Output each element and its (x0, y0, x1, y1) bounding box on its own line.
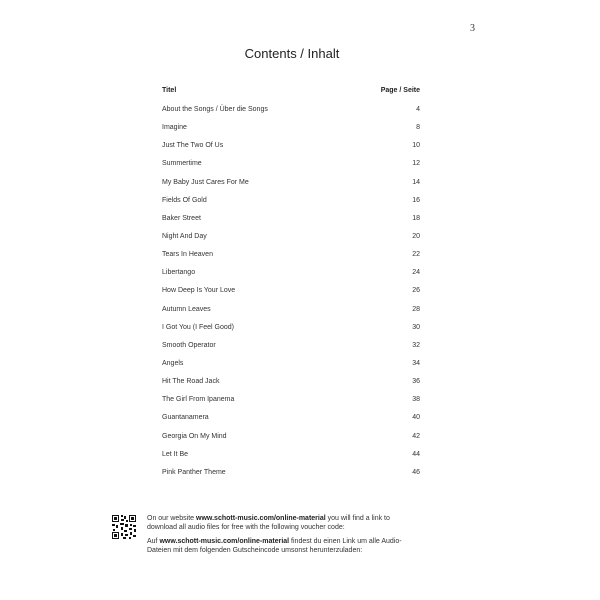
song-title: About the Songs / Über die Songs (162, 106, 268, 113)
table-row[interactable] (162, 324, 420, 342)
song-title: Just The Two Of Us (162, 142, 224, 150)
song-title: Fields Of Gold (162, 196, 207, 204)
voucher-text-en: On our website www.schott-music.com/online-material you will find a link to download all audio files for free with the following voucher code: (147, 515, 390, 531)
page-number: 3 (470, 23, 475, 34)
table-row[interactable] (162, 106, 420, 124)
song-page: 24 (412, 269, 420, 277)
song-title: Pink Panther Theme (162, 468, 226, 476)
table-row[interactable] (162, 378, 420, 396)
song-title: Summertime (162, 160, 202, 168)
table-row[interactable] (162, 414, 420, 432)
song-page: 46 (412, 468, 420, 476)
song-title: I Got You (I Feel Good) (162, 323, 234, 331)
table-row[interactable] (162, 451, 420, 469)
song-title: Imagine (162, 124, 187, 132)
song-title: How Deep Is Your Love (162, 287, 236, 295)
table-header (162, 87, 420, 99)
qr-code-icon (111, 514, 137, 540)
song-title: Autumn Leaves (162, 305, 211, 313)
table-row[interactable] (162, 142, 420, 160)
song-page: 26 (412, 287, 420, 295)
song-page: 44 (412, 450, 420, 458)
table-row[interactable] (162, 469, 420, 487)
song-title: Hit The Road Jack (162, 378, 220, 386)
song-page: 4 (416, 106, 420, 113)
song-page: 30 (412, 323, 420, 331)
voucher-text-de: Auf www.schott-music.com/online-material findest du einen Link um alle Audio-Dateien mit dem folgenden Gutscheincode umsonst herunterzuladen: (147, 538, 402, 554)
page-title: Contents / Inhalt (244, 46, 340, 61)
song-page: 10 (412, 142, 420, 150)
table-row[interactable] (162, 433, 420, 451)
song-title: My Baby Just Cares For Me (162, 178, 249, 186)
voucher-info (147, 514, 407, 560)
website-link-en[interactable]: www.schott-music.com/online-material (196, 515, 326, 522)
song-page: 16 (412, 196, 420, 204)
contents-list (162, 106, 420, 487)
table-row[interactable] (162, 306, 420, 324)
table-row[interactable] (162, 215, 420, 233)
song-title: Libertango (162, 269, 196, 277)
song-page: 12 (412, 160, 420, 168)
table-row[interactable] (162, 179, 420, 197)
song-title: Night And Day (162, 232, 207, 240)
song-title: Angels (162, 359, 184, 367)
song-title: Georgia On My Mind (162, 432, 227, 440)
song-page: 18 (412, 214, 420, 222)
table-row[interactable] (162, 160, 420, 178)
header-title: Titel (162, 87, 177, 94)
table-row[interactable] (162, 124, 420, 142)
song-page: 36 (412, 378, 420, 386)
song-page: 28 (412, 305, 420, 313)
song-page: 20 (412, 232, 420, 240)
table-row[interactable] (162, 287, 420, 305)
song-title: Baker Street (162, 214, 201, 222)
song-page: 8 (416, 124, 420, 132)
song-title: Smooth Operator (162, 341, 216, 349)
song-page: 34 (412, 359, 420, 367)
website-link-de[interactable]: www.schott-music.com/online-material (159, 538, 290, 545)
table-row[interactable] (162, 269, 420, 287)
header-page: Page / Seite (380, 87, 420, 94)
table-row[interactable] (162, 251, 420, 269)
table-row[interactable] (162, 197, 420, 215)
song-title: The Girl From Ipanema (162, 396, 235, 404)
table-row[interactable] (162, 396, 420, 414)
table-row[interactable] (162, 360, 420, 378)
table-row[interactable] (162, 342, 420, 360)
song-page: 32 (412, 341, 420, 349)
song-page: 14 (412, 178, 420, 186)
song-page: 42 (412, 432, 420, 440)
table-row[interactable] (162, 233, 420, 251)
song-title: Tears In Heaven (162, 251, 213, 259)
song-page: 22 (412, 251, 420, 259)
song-page: 40 (412, 414, 420, 422)
song-title: Guantanamera (162, 414, 209, 422)
song-title: Let It Be (162, 450, 189, 458)
song-page: 38 (412, 396, 420, 404)
